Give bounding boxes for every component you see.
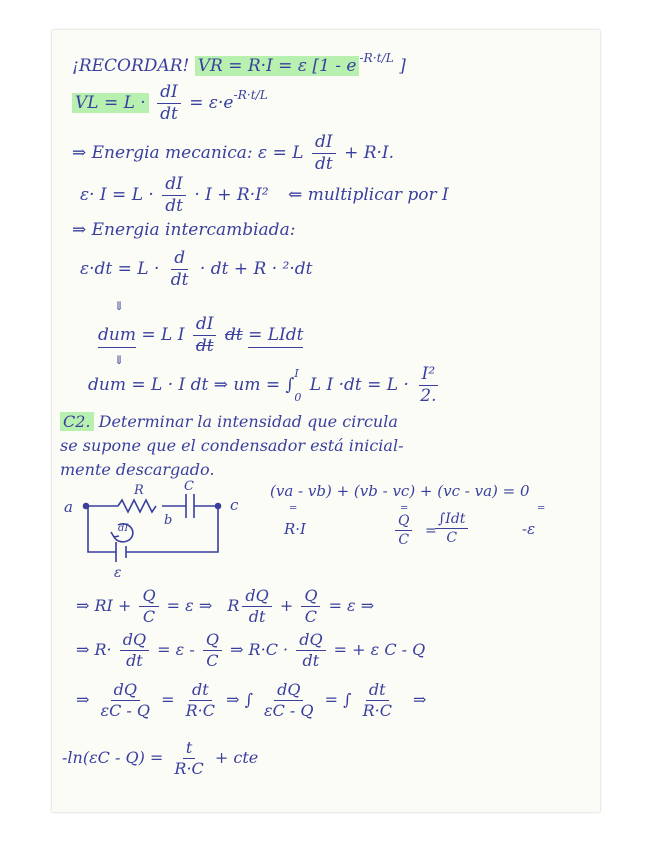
frac-den: εC - Q <box>100 701 151 720</box>
circuit-label-e: ε <box>114 565 122 581</box>
frac-num: Q <box>395 514 412 531</box>
e3-part-b: = <box>161 690 175 709</box>
um-lhs: dum = L · I dt ⇒ um = ∫ <box>88 375 295 395</box>
kirch-term-emf: -ε <box>522 520 536 538</box>
kirch-eq-mark-1: = <box>289 503 298 514</box>
e2-part-b: = ε - <box>157 640 195 659</box>
circuit-label-c-right: c <box>230 496 239 514</box>
integral-lower: 0 <box>294 390 302 404</box>
frac-den: R·C <box>362 701 392 720</box>
frac-den: 2. <box>420 386 437 406</box>
frac-den: C <box>142 607 156 626</box>
frac-num: dt <box>189 682 212 701</box>
frac-num: dQ <box>242 588 271 607</box>
frac-den: R·C <box>174 759 204 778</box>
frac-num: Q <box>301 588 320 607</box>
frac-den: dt <box>126 651 143 670</box>
frac-den: C <box>304 607 318 626</box>
frac-den: dt <box>170 270 189 290</box>
kirch-eq-sign: = <box>425 523 437 539</box>
frac-den: C <box>446 530 458 546</box>
kirch-term-integral <box>432 512 471 545</box>
vr-exponent: -R·t/L <box>359 51 394 65</box>
dum-cancelled-dt: dt <box>224 325 243 345</box>
e1-part-e: = ε ⇒ <box>328 596 375 615</box>
ei-rhs: · I + R·I² <box>194 185 269 205</box>
vl-rhs: = ε·e <box>189 93 234 113</box>
energia-mecanica-text: ⇒ Energia mecanica: ε = L <box>72 143 304 163</box>
frac-den: εC - Q <box>264 701 314 720</box>
frac-num: I² <box>419 366 439 386</box>
c2-tag: C2. <box>60 412 94 431</box>
frac-den: dt <box>195 336 214 356</box>
c2-text-3: mente descargado. <box>60 460 215 479</box>
arrow-mark-2: ⇓ <box>114 353 125 367</box>
frac-num: Q <box>203 632 222 651</box>
frac-num: Q <box>139 588 158 607</box>
dum-result: = LIdt <box>248 325 303 348</box>
kirch-eq-mark-3: = <box>537 503 546 514</box>
frac-num: dQ <box>274 682 303 701</box>
circuit-label-b: b <box>164 513 173 528</box>
resistor <box>118 500 156 512</box>
um-rhs: L I ·dt = L · <box>309 375 409 395</box>
e2-part-c: ⇒ R·C · <box>230 640 289 659</box>
multiplicar-note: ⇐ multiplicar por I <box>288 185 449 205</box>
vl-exponent: -R·t/L <box>233 87 268 102</box>
circuit-label-a: a <box>64 498 73 516</box>
e3-part-a: ⇒ <box>76 690 90 709</box>
e4-part-b: + cte <box>214 748 259 767</box>
vl-highlight: VL = L · <box>72 93 149 113</box>
edt-rhs: · dt + R · ²·dt <box>199 259 313 279</box>
frac-den: C <box>398 532 410 548</box>
frac-den: dt <box>165 196 183 216</box>
kirch-term-ri: R·I <box>284 520 306 538</box>
circuit-label-r: R <box>134 483 144 498</box>
frac-num: dQ <box>111 682 140 701</box>
frac-num: dI <box>193 316 217 336</box>
e3-part-c: ⇒ ∫ <box>226 690 253 709</box>
frac-num: dI <box>312 134 336 154</box>
frac-den: dt <box>248 607 266 626</box>
circuit-label-di: dI <box>118 523 129 534</box>
e1-part-a: ⇒ RI + <box>76 596 132 615</box>
vr-highlight: VR = R·I = ε [1 - e <box>195 56 360 76</box>
e1-part-d: + <box>279 596 294 615</box>
vr-bracket: ] <box>399 56 406 77</box>
frac-num: dI <box>162 176 186 196</box>
frac-num: ∫Idt <box>435 512 468 529</box>
e4-part-a: -ln(εC - Q) = <box>62 748 164 767</box>
energia-intercambiada-text: ⇒ Energia intercambiada: <box>72 220 296 240</box>
e1-part-c: R <box>227 596 240 615</box>
bottom-wire <box>88 506 218 552</box>
capacitor <box>186 494 194 518</box>
frac-den: dt <box>314 154 333 174</box>
e3-part-d: = ∫ <box>324 690 352 709</box>
frac-den: C <box>206 651 219 670</box>
frac-den: R·C <box>185 701 215 720</box>
frac-num: dQ <box>120 632 149 651</box>
equation-3 <box>76 682 426 719</box>
c2-text-1: Determinar la intensidad que circula <box>98 412 398 431</box>
battery <box>116 542 126 562</box>
circuit-label-c-top: C <box>184 479 194 494</box>
kirchhoff-equation: (va - vb) + (vb - vc) + (vc - va) = 0 <box>270 482 530 500</box>
energia-rhs: + R·I. <box>344 143 395 163</box>
frac-num: dt <box>366 682 389 701</box>
arrow-mark-1: ⇓ <box>114 299 125 313</box>
frac-den: dt <box>302 651 320 670</box>
ei-lhs: ε· I = L · <box>80 185 154 205</box>
equation-4 <box>62 740 258 777</box>
e1-part-b: = ε ⇒ <box>166 596 213 615</box>
frac-num: dI <box>157 84 181 104</box>
integral-upper: I <box>294 367 299 381</box>
equation-1 <box>76 588 374 625</box>
edt-lhs: ε·dt = L · <box>80 259 160 279</box>
frac-num: d <box>171 250 188 270</box>
kirch-term-qc <box>392 514 415 547</box>
frac-num: t <box>183 740 195 759</box>
recordar-heading: ¡RECORDAR! <box>72 56 190 77</box>
dum-rhs: = L I <box>141 325 185 345</box>
c2-text-2: se supone que el condensador está inicial- <box>60 436 404 455</box>
e2-part-a: ⇒ R· <box>76 640 112 659</box>
e3-part-e: ⇒ <box>413 690 427 709</box>
frac-num: dQ <box>296 632 325 651</box>
equation-2 <box>76 632 425 669</box>
kirch-eq-mark-2: = <box>400 503 409 514</box>
e2-part-d: = + ε C - Q <box>333 640 426 659</box>
dum-term: dum <box>98 325 136 348</box>
frac-den: dt <box>160 104 178 124</box>
